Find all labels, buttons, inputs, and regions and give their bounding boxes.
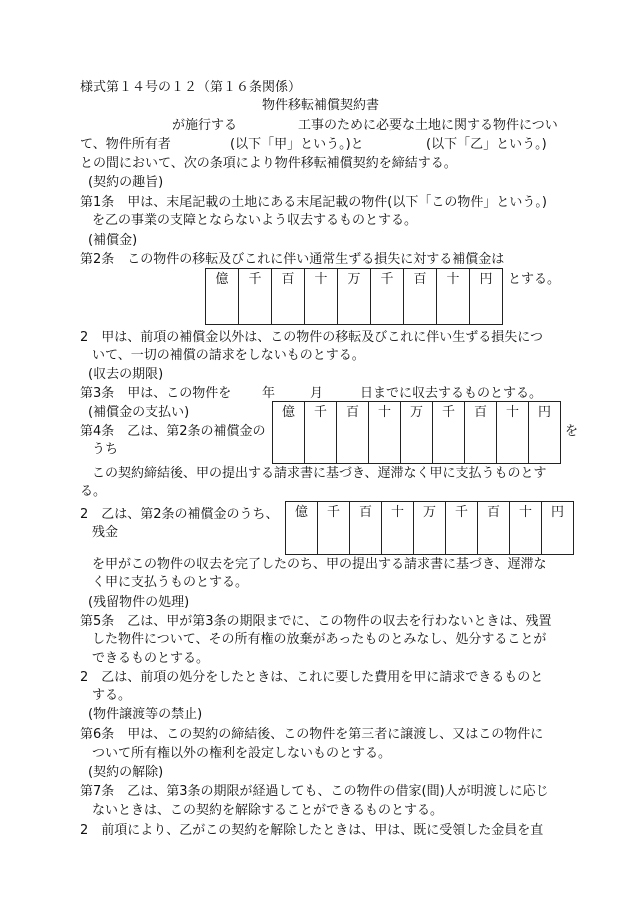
unit-yen: 円	[470, 269, 503, 325]
preamble-line1b: 工事のために必要な土地に関する物件につい	[298, 118, 558, 133]
art3-month: 月	[310, 386, 324, 401]
art4-para2-line3: く甲に支払うものとする。	[92, 575, 249, 590]
page-title: 物件移転補償契約書	[262, 98, 380, 113]
art4-para2-amount-table	[285, 501, 574, 555]
unit-juu: 十	[369, 402, 401, 464]
preamble-line2c: (以下「乙」という。)	[426, 137, 547, 152]
art2-amount-table	[205, 268, 503, 325]
art3-line1b: 日までに収去するものとする。	[360, 386, 543, 401]
unit-hyaku: 百	[404, 269, 437, 325]
art1-line2: を乙の事業の支障とならないよう収去するものとする。	[92, 213, 418, 228]
art2-heading: (補償金)	[88, 233, 138, 248]
unit-juu: 十	[510, 502, 542, 555]
unit-yen: 円	[542, 502, 574, 555]
art5-line2: した物件について、その所有権の放棄があったものとみなし、処分することが	[92, 632, 547, 647]
art5-heading: (残留物件の処理)	[88, 595, 190, 610]
preamble-line2a: て、物件所有者	[80, 137, 171, 152]
art4-para2-line1: 2 乙は、第2条の補償金のうち、	[80, 507, 279, 522]
art2-para2-line2: いて、一切の補償の請求をしないものとする。	[92, 348, 365, 363]
art6-line1: 第6条 甲は、この契約の締結後、この物件を第三者に譲渡し、又はこの物件に	[80, 727, 544, 742]
unit-hyaku: 百	[337, 402, 369, 464]
preamble-line3: との間において、次の条項により物件移転補償契約を締結する。	[80, 156, 457, 171]
art4-heading: (補償金の支払い)	[88, 405, 190, 420]
art5-para2-line1: 2 乙は、前項の処分をしたときは、これに要した費用を甲に請求できるものと	[80, 670, 544, 685]
art7-line1: 第7条 乙は、第3条の期限が経過しても、この物件の借家(間)人が明渡しに応じ	[80, 784, 549, 799]
unit-sen: 千	[305, 402, 337, 464]
art1-heading: (契約の趣旨)	[88, 175, 164, 190]
unit-juu: 十	[497, 402, 529, 464]
art2-line1: 第2条 この物件の移転及びこれに伴い通常生ずる損失に対する補償金は	[80, 252, 505, 267]
unit-oku: 億	[286, 502, 318, 555]
unit-hyaku: 百	[350, 502, 382, 555]
form-number: 様式第１４号の１２（第１６条関係）	[80, 80, 302, 95]
unit-oku: 億	[206, 269, 239, 325]
art4-para2-line1b: 残金	[92, 525, 119, 540]
art6-line2: ついて所有権以外の権利を設定しないものとする。	[92, 746, 392, 761]
art4-para2-line2: を甲がこの物件の収去を完了したのち、甲の提出する請求書に基づき、遅滞な	[92, 557, 547, 572]
unit-sen: 千	[371, 269, 404, 325]
unit-yen: 円	[529, 402, 561, 464]
art4-line1: 第4条 乙は、第2条の補償金の	[80, 424, 266, 439]
unit-man: 万	[414, 502, 446, 555]
unit-sen: 千	[239, 269, 272, 325]
unit-hyaku: 百	[465, 402, 497, 464]
unit-sen: 千	[446, 502, 478, 555]
art2-suffix: とする。	[508, 272, 561, 287]
art7-para2-line1: 2 前項により、乙がこの契約を解除したときは、甲は、既に受領した金員を直	[80, 823, 544, 838]
unit-sen: 千	[433, 402, 465, 464]
art5-para2-line2: する。	[92, 688, 132, 703]
unit-sen: 千	[318, 502, 350, 555]
art2-para2-line1: 2 甲は、前項の補償金以外は、この物件の移転及びこれに伴い生ずる損失につ	[80, 330, 544, 345]
unit-man: 万	[401, 402, 433, 464]
art6-heading: (物件譲渡等の禁止)	[88, 707, 203, 722]
art4-line3: る。	[80, 484, 107, 499]
unit-juu: 十	[437, 269, 470, 325]
unit-hyaku: 百	[272, 269, 305, 325]
unit-man: 万	[338, 269, 371, 325]
preamble-line1a: が施行する	[172, 118, 238, 133]
art5-line1: 第5条 乙は、甲が第3条の期限までに、この物件の収去を行わないときは、残置	[80, 614, 552, 629]
art3-year: 年	[262, 386, 276, 401]
art7-line2: ないときは、この契約を解除することができるものとする。	[92, 803, 444, 818]
unit-juu: 十	[305, 269, 338, 325]
unit-oku: 億	[273, 402, 305, 464]
art4-line2: この契約締結後、甲の提出する請求書に基づき、遅滞なく甲に支払うものとす	[92, 466, 547, 481]
art5-line3: できるものとする。	[92, 651, 210, 666]
art4-amount-table	[272, 401, 561, 464]
art1-line1: 第1条 甲は、末尾記載の土地にある末尾記載の物件(以下「この物件」という。)	[80, 195, 547, 210]
art4-line1b: うち	[92, 442, 119, 457]
unit-hyaku: 百	[478, 502, 510, 555]
preamble-line2b: (以下「甲」という。)と	[230, 137, 364, 152]
art3-heading: (収去の期限)	[88, 367, 164, 382]
art7-heading: (契約の解除)	[88, 765, 164, 780]
art3-line1a: 第3条 甲は、この物件を	[80, 386, 232, 401]
art4-wo: を	[565, 424, 579, 439]
unit-juu: 十	[382, 502, 414, 555]
